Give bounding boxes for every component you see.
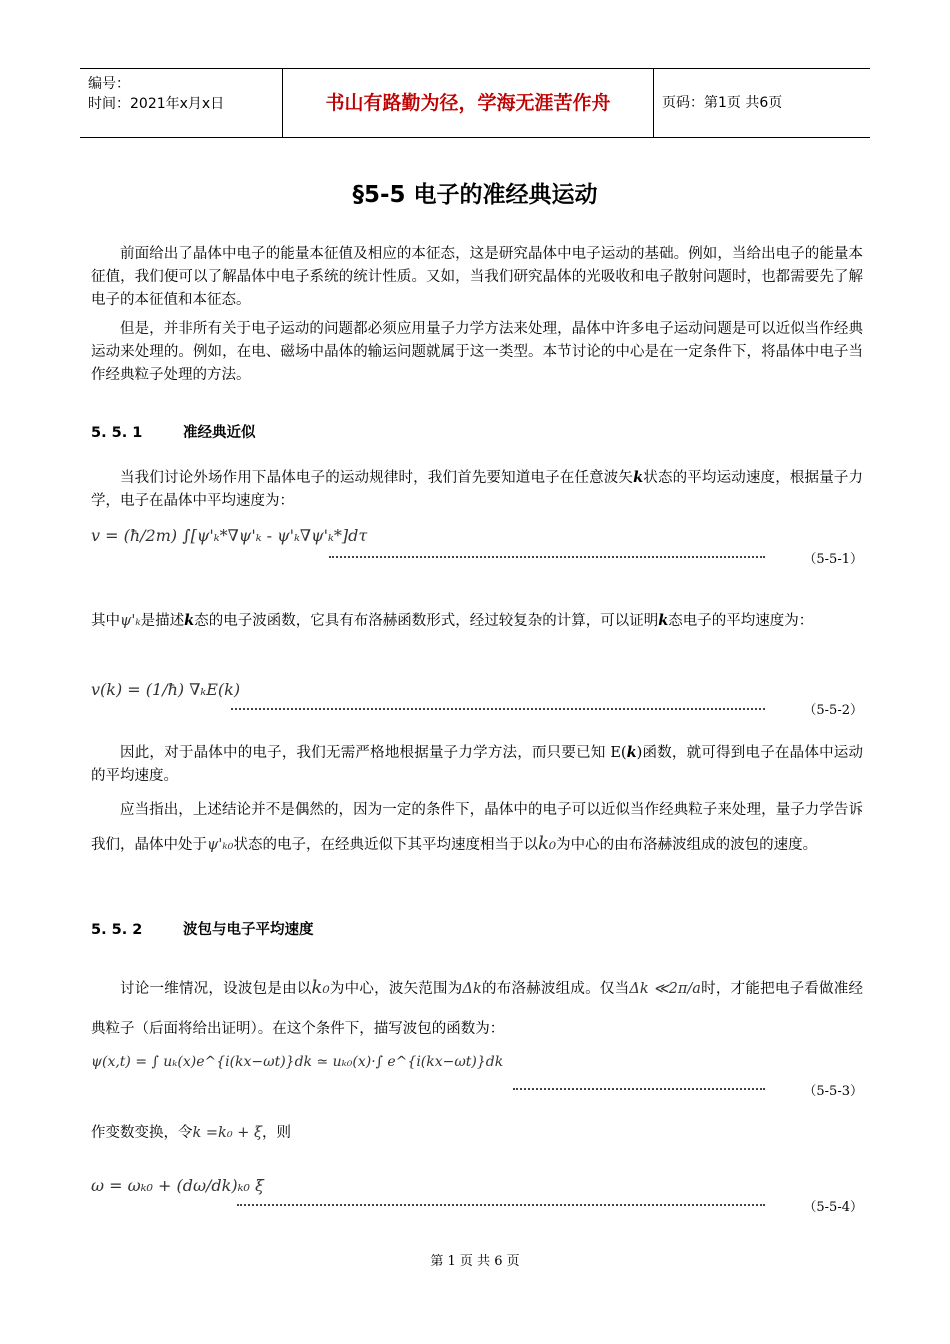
paragraph-velocity-intro: 当我们讨论外场作用下晶体电子的运动规律时，我们首先要知道电子在任意波矢k状态的平均运动速度，根据量子力学，电子在晶体中平均速度为： <box>91 469 864 509</box>
header-motto: 书山有路勤为径，学海无涯苦作舟 <box>282 69 654 137</box>
page-footer: 第 1 页 共 6 页 <box>430 1254 520 1269</box>
equation-number: （5-5-2） <box>803 703 863 718</box>
paragraph-substitution: 作变数变换，令k =k₀ + ξ，则 <box>91 1125 291 1141</box>
equation-row-3 <box>91 1044 863 1100</box>
paragraph-wave-packet: 讨论一维情况，设波包是由以k₀为中心，波矢范围为Δk的布洛赫波组成。仅当Δk ≪2π/a时，才能把电子看做准经典粒子（后面将给出证明）。在这个条件下，描写波包的函数为： <box>91 977 864 1037</box>
paragraph-wavefunction: 其中ψ'ₖ是描述k态的电子波函数，它具有布洛赫函数形式，经过较复杂的计算，可以证明k态电子的平均速度为： <box>91 612 814 629</box>
paragraph-classical: 应当指出，上述结论并不是偶然的，因为一定的条件下，晶体中的电子可以近似当作经典粒子来处理，量子力学告诉我们，晶体中处于ψ'ₖ₀状态的电子，在经典近似下其平均速度相当于以k₀为中心的由布洛赫波组成的波包的速度。 <box>91 802 863 854</box>
equation-row-1 <box>91 518 863 566</box>
page-title: §5-5 电子的准经典运动 <box>352 182 598 208</box>
equation-number: （5-5-1） <box>803 552 863 567</box>
leader-dots <box>237 1204 765 1206</box>
leader-dots <box>513 1088 765 1090</box>
paragraph-intro-2: 但是，并非所有关于电子运动的问题都必须应用量子力学方法来处理，晶体中许多电子运动问题是可以近似当作经典运动来处理的。例如，在电、磁场中晶体的输运问题就属于这一类型。本节讨论的中心是在一定条件下，将晶体中电子当作经典粒子处理的方法。 <box>91 321 863 383</box>
equation-number: （5-5-3） <box>803 1084 863 1099</box>
section-title: 准经典近似 <box>183 425 256 441</box>
header-table <box>80 68 870 138</box>
section-heading-1 <box>91 421 256 442</box>
equation-5-5-2: v(k) = (1/ħ) ∇ₖE(k) <box>91 680 241 699</box>
section-number: 5. 5. 2 <box>91 922 143 938</box>
doc-code-label: 编号： <box>88 76 130 92</box>
section-number: 5. 5. 1 <box>91 425 143 441</box>
equation-5-5-1: v = (ħ/2m) ∫[ψ'ₖ*∇ψ'ₖ - ψ'ₖ∇ψ'ₖ*]dτ <box>91 526 368 545</box>
paragraph-therefore: 因此，对于晶体中的电子，我们无需严格地根据量子力学方法，而只要已知 E(k)函数，就可得到电子在晶体中运动的平均速度。 <box>91 744 863 784</box>
section-heading-2 <box>91 918 314 939</box>
header-page-info: 页码：第1页 共6页 <box>662 95 783 111</box>
equation-number: （5-5-4） <box>803 1200 863 1215</box>
leader-dots <box>231 708 765 710</box>
equation-5-5-4: ω = ωₖ₀ + (dω/dk)ₖ₀ ξ <box>91 1176 264 1195</box>
paragraph-intro-1: 前面给出了晶体中电子的能量本征值及相应的本征态，这是研究晶体中电子运动的基础。例如，当给出电子的能量本征值，我们便可以了解晶体中电子系统的统计性质。又如，当我们研究晶体的光吸收和电子散射问题时，也都需要先了解电子的本征值和本征态。 <box>91 246 863 308</box>
equation-row-4 <box>91 1166 863 1214</box>
leader-dots <box>329 556 765 558</box>
equation-row-2 <box>91 676 863 716</box>
equation-5-5-3: ψ(x,t) = ∫ uₖ(x)e^{i(kx−ωt)}dk ≃ uₖ₀(x)·∫ e^{i(kx−ωt)}dk <box>91 1054 504 1070</box>
doc-time-label: 时间：2021年x月x日 <box>88 96 225 112</box>
header-meta <box>80 69 280 137</box>
section-title: 波包与电子平均速度 <box>183 922 314 938</box>
